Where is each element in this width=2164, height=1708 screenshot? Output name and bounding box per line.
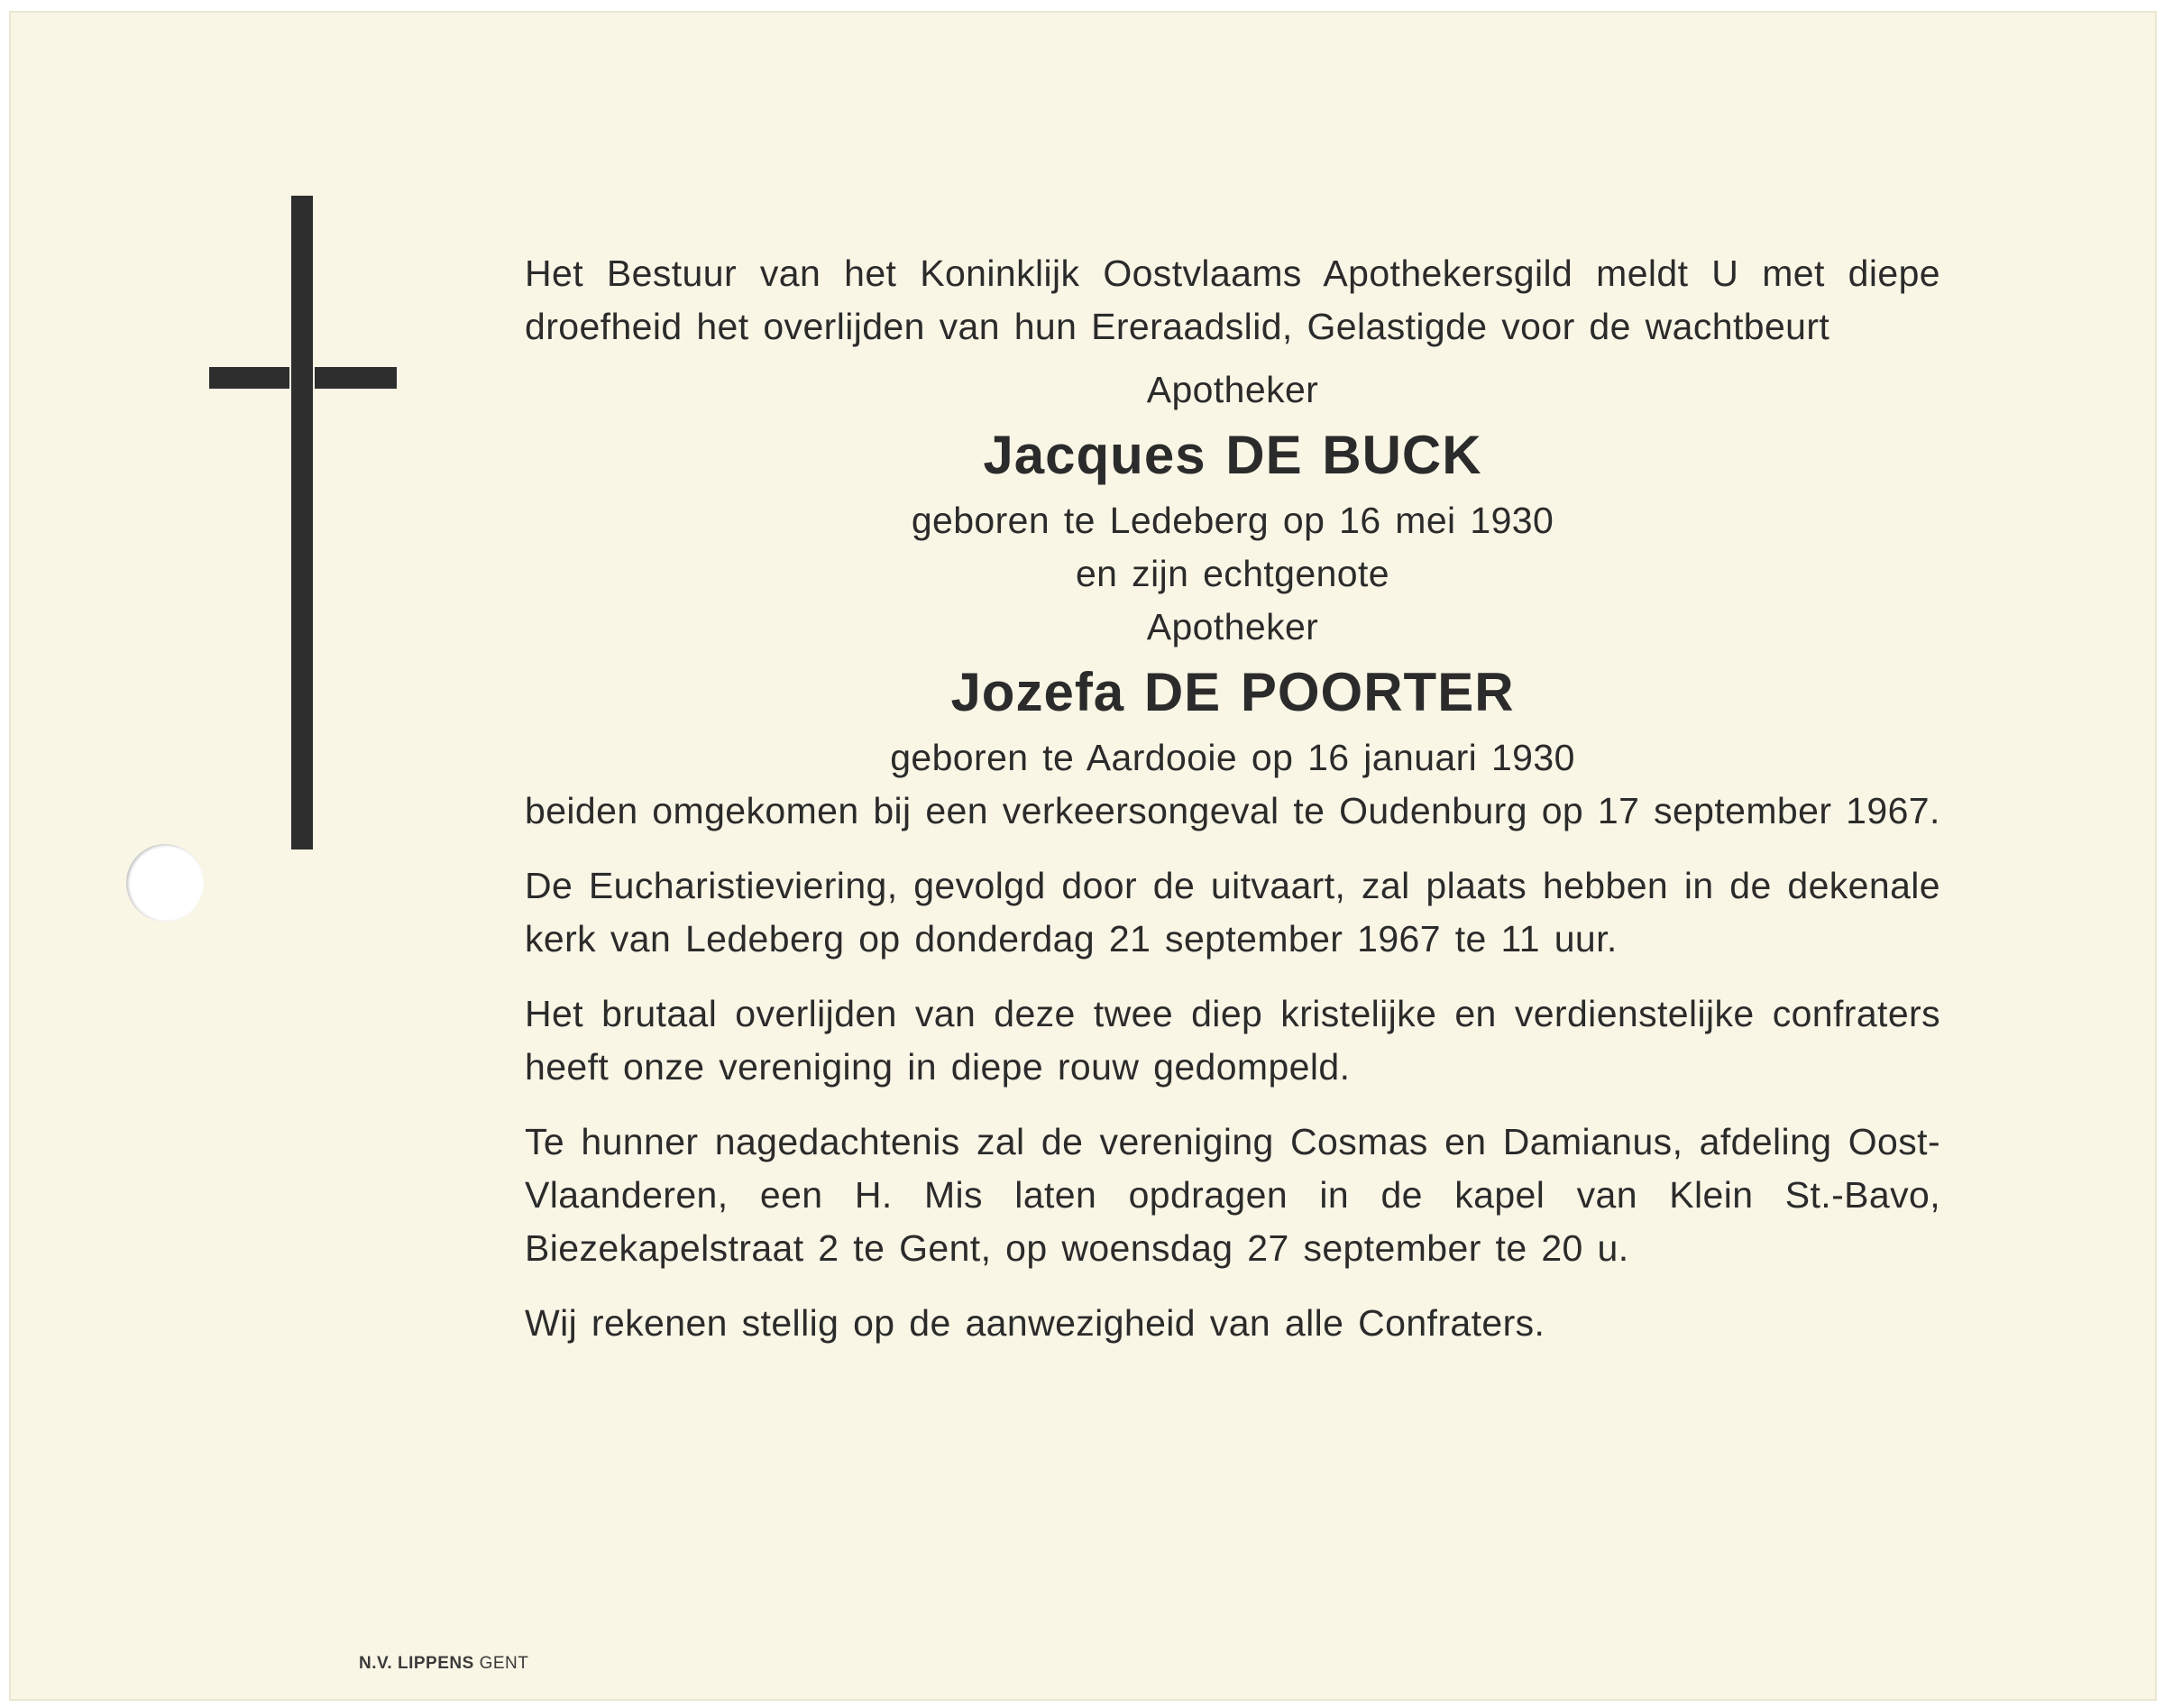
cross-vertical-beam [291, 196, 313, 849]
spouse-connector: en zijn echtgenote [1075, 553, 1389, 594]
printer-name: N.V. LIPPENS [359, 1654, 474, 1673]
punch-hole [126, 844, 204, 922]
closing-paragraph: Wij rekenen stellig op de aanwezigheid van alle Confraters. [525, 1302, 1545, 1344]
announcement-text [525, 247, 1940, 1350]
person1-name: Jacques DE BUCK [983, 425, 1482, 485]
cross-right-arm [315, 367, 397, 389]
mass-paragraph: Te hunner nagedachtenis zal de vereniging Cosmas en Damianus, afdeling Oost-Vlaanderen, een H. Mis laten opdragen in de kapel van Klein St.-Bavo, Biezekapelstraat 2 te Gent, op woensdag 27 september te 20 u. [525, 1121, 1940, 1269]
person2-birth: geboren te Aardooie op 16 januari 1930 [890, 737, 1575, 778]
intro-paragraph: Het Bestuur van het Koninklijk Oostvlaams Apothekersgild meldt U met diepe droefheid het overlijden van hun Ereraadslid, Gelastigde voor de wachtbeurt [525, 253, 1940, 347]
mourning-paragraph: Het brutaal overlijden van deze twee diep kristelijke en verdienstelijke confraters heeft onze vereniging in diepe rouw gedompeld. [525, 993, 1940, 1088]
printer-imprint [359, 1654, 528, 1674]
person1-title: Apotheker [1146, 369, 1319, 410]
person1-birth: geboren te Ledeberg op 16 mei 1930 [911, 500, 1554, 541]
person2-name: Jozefa DE POORTER [950, 662, 1515, 722]
cross-left-arm [209, 367, 289, 389]
mourning-card [9, 11, 2157, 1701]
funeral-paragraph: De Eucharistieviering, gevolgd door de uitvaart, zal plaats hebben in de dekenale kerk van Ledeberg op donderdag 21 september 1967 te 11 uur. [525, 865, 1940, 960]
accident-paragraph: beiden omgekomen bij een verkeersongeval te Oudenburg op 17 september 1967. [525, 790, 1940, 831]
person2-title: Apotheker [1146, 606, 1319, 647]
printer-city: GENT [479, 1654, 529, 1673]
